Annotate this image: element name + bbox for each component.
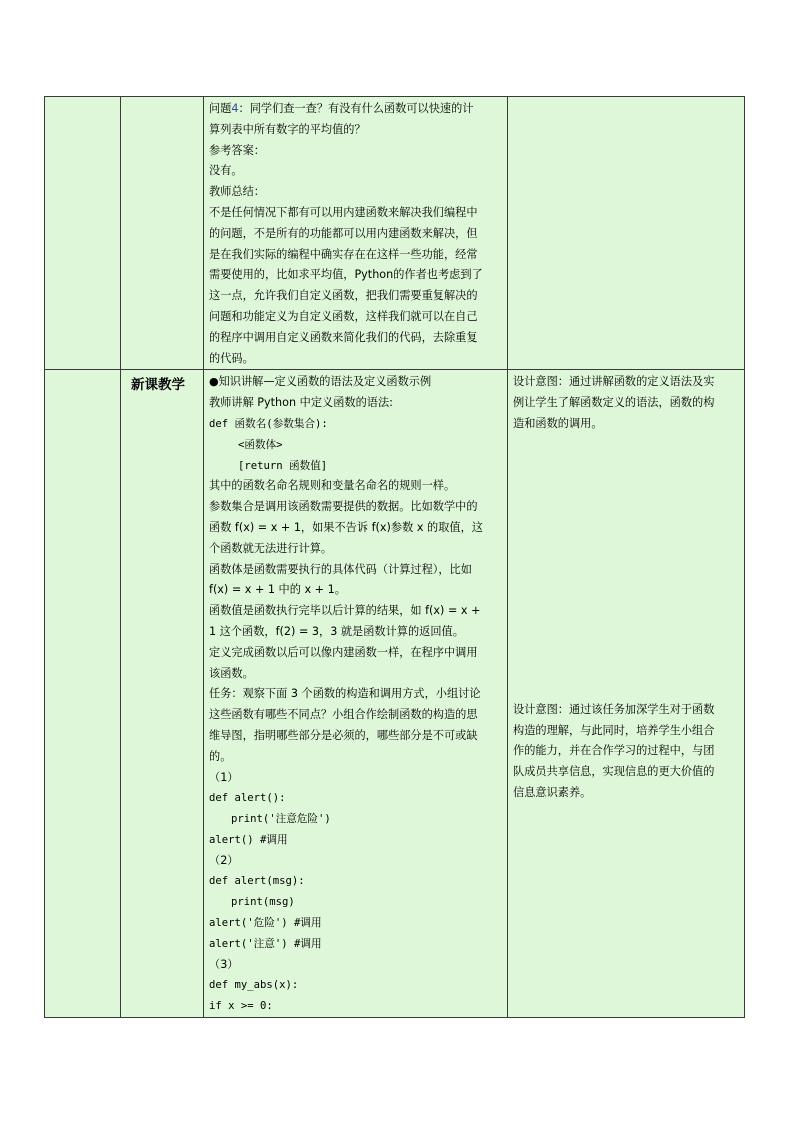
code-line: <函数体> <box>238 438 283 451</box>
code-line: print('注意危险') <box>231 813 331 826</box>
content-line: 该函数。 <box>209 666 254 680</box>
bullet-heading: ●知识讲解—定义函数的语法及定义函数示例 <box>209 375 432 389</box>
code-line: def alert(msg): <box>209 875 305 888</box>
content-line: 教师讲解 Python 中定义函数的语法: <box>209 396 393 410</box>
section-label: 新课教学 <box>131 377 185 394</box>
summary-line: 是在我们实际的编程中确实存在在这样一些功能，经常 <box>209 247 478 261</box>
content-cell <box>204 370 508 1018</box>
summary-line: 这一点，允许我们自定义函数，把我们需要重复解决的 <box>209 289 478 303</box>
bullet-icon: ● <box>209 375 219 389</box>
content-line: f(x) = x + 1 中的 x + 1。 <box>209 583 346 597</box>
question-line: 问题4：同学们查一查？有没有什么函数可以快速的计 <box>209 102 474 115</box>
content-line: 定义完成函数以后可以像内建函数一样，在程序中调用 <box>209 645 478 659</box>
summary-line: 问题和功能定义为自定义函数，这样我们就可以在自己 <box>209 309 478 323</box>
code-line: alert('注意') #调用 <box>209 937 322 950</box>
stage-cell <box>45 370 121 1018</box>
example-number: （3） <box>209 957 239 971</box>
content-cell <box>204 97 508 370</box>
content-line: 函数体是函数需要执行的具体代码（计算过程），比如 <box>209 562 472 576</box>
spacer <box>513 435 740 700</box>
content-line: 1 这个函数，f(2) = 3，3 就是函数计算的返回值。 <box>209 624 464 638</box>
design-intent-line: 构造的理解，与此同时，培养学生小组合 <box>513 723 715 737</box>
answer-text: 没有。 <box>209 164 243 178</box>
question-line-2: 算列表中所有数字的平均值的？ <box>209 122 366 136</box>
example-number: （2） <box>209 853 239 867</box>
design-intent-line: 队成员共享信息，实现信息的更大价值的 <box>513 765 715 779</box>
summary-line: 需要使用的，比如求平均值，Python的作者也考虑到了 <box>209 268 483 282</box>
content-line: 函数值是函数执行完毕以后计算的结果，如 f(x) = x + <box>209 604 481 618</box>
content-line: 其中的函数名命名规则和变量名命名的规则一样。 <box>209 479 456 493</box>
design-intent-cell <box>508 370 745 1018</box>
code-line: [return 函数值] <box>238 459 328 472</box>
code-line: if x >= 0: <box>209 1000 273 1013</box>
task-line: 维导图，指明哪些部分是必须的，哪些部分是不可或缺 <box>209 728 478 742</box>
summary-line: 的问题，不是所有的功能都可以用内建函数来解决，但 <box>209 226 478 240</box>
code-line: def 函数名(参数集合): <box>209 417 328 430</box>
example-number: （1） <box>209 770 239 784</box>
section-label-cell <box>121 97 204 370</box>
section-label-cell <box>121 370 204 1018</box>
code-line: def alert(): <box>209 792 286 805</box>
design-intent-cell <box>508 97 745 370</box>
content-line: 个函数就无法进行计算。 <box>209 541 333 555</box>
table-row <box>45 370 745 1018</box>
table-row <box>45 97 745 370</box>
design-intent-line: 例让学生了解函数定义的语法，函数的构 <box>513 396 715 410</box>
content-line: 参数集合是调用该函数需要提供的数据。比如数学中的 <box>209 500 478 514</box>
code-line: print(msg) <box>231 896 295 909</box>
summary-label: 教师总结： <box>209 185 265 199</box>
summary-line: 的代码。 <box>209 351 254 365</box>
task-line: 这些函数有哪些不同点？小组合作绘制函数的构造的思 <box>209 708 478 722</box>
stage-cell <box>45 97 121 370</box>
design-intent-line: 信息意识素养。 <box>513 785 592 799</box>
design-intent-line: 设计意图：通过该任务加深学生对于函数 <box>513 702 715 716</box>
lesson-plan-table <box>44 96 745 1018</box>
answer-label: 参考答案： <box>209 143 265 157</box>
task-line: 的。 <box>209 749 232 763</box>
design-intent-line: 设计意图：通过讲解函数的定义语法及实 <box>513 375 715 389</box>
summary-line: 不是任何情况下都有可以用内建函数来解决我们编程中 <box>209 205 478 219</box>
design-intent-line: 作的能力，并在合作学习的过程中，与团 <box>513 744 715 758</box>
design-intent-line: 造和函数的调用。 <box>513 416 603 430</box>
code-line: def my_abs(x): <box>209 979 299 992</box>
task-line: 任务：观察下面 3 个函数的构造和调用方式，小组讨论 <box>209 687 481 701</box>
summary-line: 的程序中调用自定义函数来简化我们的代码，去除重复 <box>209 330 478 344</box>
code-line: alert('危险') #调用 <box>209 917 322 930</box>
content-line: 函数 f(x) = x + 1，如果不告诉 f(x)参数 x 的取值，这 <box>209 520 483 534</box>
code-line: alert() #调用 <box>209 833 288 846</box>
